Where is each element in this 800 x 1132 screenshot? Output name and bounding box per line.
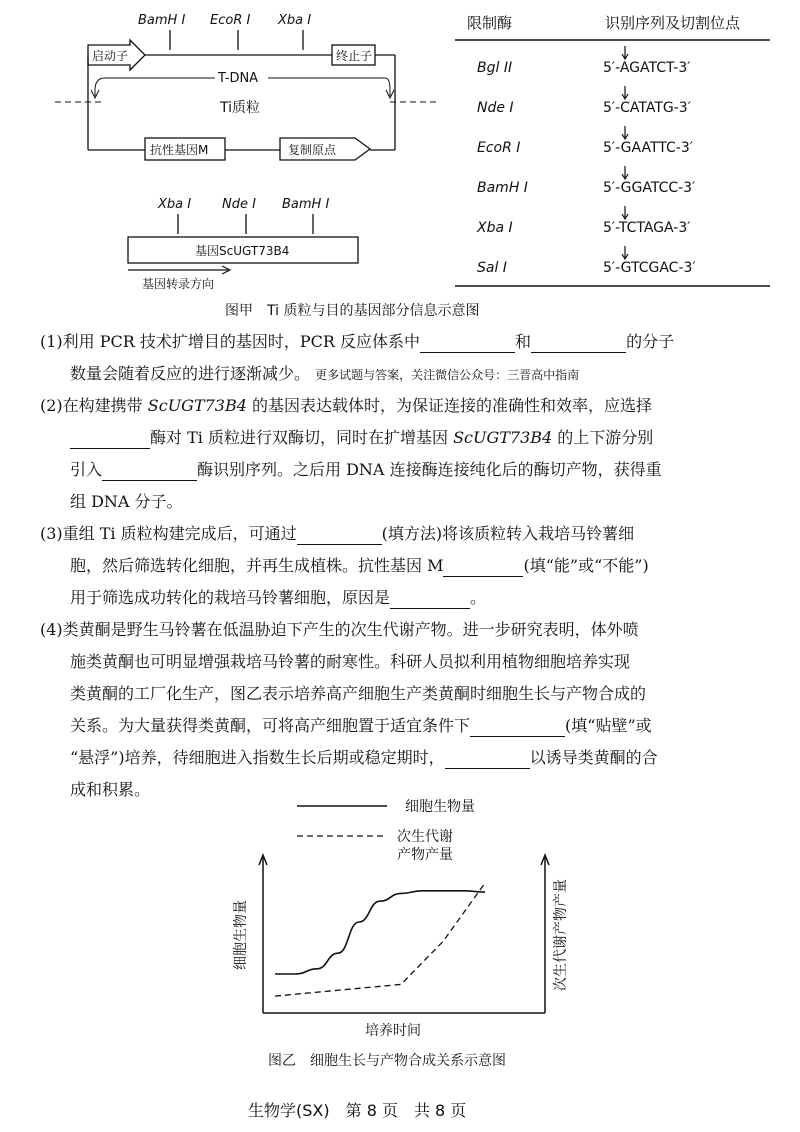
cut-site-arrow <box>622 126 628 139</box>
promoter-box <box>88 40 145 70</box>
table-cell-sequence: 5′-GTCGAC-3′ <box>603 260 696 276</box>
growth-chart <box>215 785 595 1035</box>
table-cell-enzyme: Bgl II <box>477 60 513 76</box>
terminator-box <box>332 45 375 65</box>
answer-blank[interactable] <box>297 524 382 545</box>
enzyme-table <box>455 0 775 300</box>
cut-site-arrow <box>622 166 628 179</box>
figure-b-caption: 图乙 细胞生长与产物合成关系示意图 <box>268 1053 506 1069</box>
legend-label-biomass: 细胞生物量 <box>405 799 475 815</box>
ad-text: 更多试题与答案，关注微信公众号：三晋高中指南 <box>315 368 580 382</box>
question-1: (1)利用 PCR 技术扩增目的基因时，PCR 反应体系中 和 的分子 数量会随着反应的进行逐渐减少。 更多试题与答案，关注微信公众号：三晋高中指南 <box>40 332 675 383</box>
enzyme-label-bamhi: BamH I <box>138 13 186 28</box>
cut-site-arrow <box>622 246 628 259</box>
cut-site-arrow <box>622 86 628 99</box>
table-cell-sequence: 5′-TCTAGA-3′ <box>603 220 691 236</box>
table-cell-sequence: 5′-AGATCT-3′ <box>603 60 691 76</box>
resistance-gene-box <box>145 138 225 160</box>
answer-blank[interactable] <box>390 588 470 609</box>
question-4: (4)类黄酮是野生马铃薯在低温胁迫下产生的次生代谢产物。进一步研究表明，体外喷 施类黄酮也可明显增强栽培马铃薯的耐寒性。科研人员拟利用植物细胞培养实现 类黄酮的工厂化生产，图乙表示培养高产细胞生产类黄酮时细胞生长与产物合成的 关系。为大量获得类黄酮，可将高产细胞置于适宜条件下 (填“贴壁”或 “悬浮”)培养，待细胞进入指数生长后期或稳定期时， 以诱导类黄酮的合 成和积累。 <box>40 620 658 799</box>
question-3: (3)重组 Ti 质粒构建完成后，可通过 (填方法)将该质粒转入栽培马铃薯细 胞，然后筛选转化细胞，并再生成植株。抗性基因 M (填“能”或“不能”) 用于筛选成功转化的栽培马铃薯细胞，原因是 。 <box>40 524 649 607</box>
page-footer: 生物学(SX) 第 8 页 共 8 页 <box>248 1101 467 1120</box>
svg-text:终止子: 终止子 <box>336 49 373 63</box>
enzyme-label-bamhi-gene: BamH I <box>282 197 330 212</box>
answer-blank[interactable] <box>70 428 150 449</box>
answer-blank[interactable] <box>445 748 530 769</box>
table-cell-enzyme: Nde I <box>477 100 514 116</box>
answer-blank[interactable] <box>443 556 523 577</box>
table-cell-sequence: 5′-GAATTC-3′ <box>603 140 693 156</box>
answer-blank[interactable] <box>420 332 515 353</box>
enzyme-label-ecori: EcoR I <box>210 13 251 28</box>
series-line-product <box>275 883 485 996</box>
enzyme-label-xbai-gene: Xba I <box>158 197 192 212</box>
cut-site-arrow <box>622 206 628 219</box>
table-header-enzyme: 限制酶 <box>467 14 513 32</box>
x-axis-label: 培养时间 <box>365 1023 421 1039</box>
table-cell-enzyme: Xba I <box>477 220 513 236</box>
transcription-label: 基因转录方向 <box>142 277 215 291</box>
y-axis-left-label: 细胞生物量 <box>233 900 249 970</box>
svg-text:启动子: 启动子 <box>92 49 129 63</box>
table-cell-sequence: 5′-GGATCC-3′ <box>603 180 696 196</box>
table-header-sequence: 识别序列及切割位点 <box>605 14 741 32</box>
svg-text:基因ScUGT73B4: 基因ScUGT73B4 <box>195 244 290 258</box>
table-cell-enzyme: EcoR I <box>477 140 521 156</box>
legend-label-product: 次生代谢产物产量 <box>397 829 453 863</box>
table-cell-enzyme: BamH I <box>477 180 528 196</box>
series-line-biomass <box>275 891 485 974</box>
table-cell-enzyme: Sal I <box>477 260 507 276</box>
gene-box <box>128 237 358 263</box>
cut-site-arrow <box>622 46 628 59</box>
tdna-label: T-DNA <box>218 71 259 86</box>
enzyme-label-xbai: Xba I <box>278 13 312 28</box>
ori-box <box>280 138 370 160</box>
plasmid-label: Ti质粒 <box>220 100 261 116</box>
svg-text:复制原点: 复制原点 <box>288 143 337 157</box>
figure-a-caption: 图甲 Ti 质粒与目的基因部分信息示意图 <box>225 303 480 319</box>
answer-blank[interactable] <box>102 460 197 481</box>
plasmid-diagram <box>50 0 450 300</box>
answer-blank[interactable] <box>470 716 565 737</box>
svg-text:抗性基因M: 抗性基因M <box>150 143 209 157</box>
y-axis-right-label: 次生代谢产物产量 <box>553 879 569 991</box>
table-cell-sequence: 5′-CATATG-3′ <box>603 100 691 116</box>
enzyme-label-ndei-gene: Nde I <box>222 197 256 212</box>
answer-blank[interactable] <box>531 332 626 353</box>
question-2: (2)在构建携带 ScUGT73B4 的基因表达载体时，为保证连接的准确性和效率，应选择 酶对 Ti 质粒进行双酶切，同时在扩增基因 ScUGT73B4 的上下游分别 引入 酶识别序列。之后用 DNA 连接酶连接纯化后的酶切产物，获得重 组 DNA 分子。 <box>40 396 662 511</box>
